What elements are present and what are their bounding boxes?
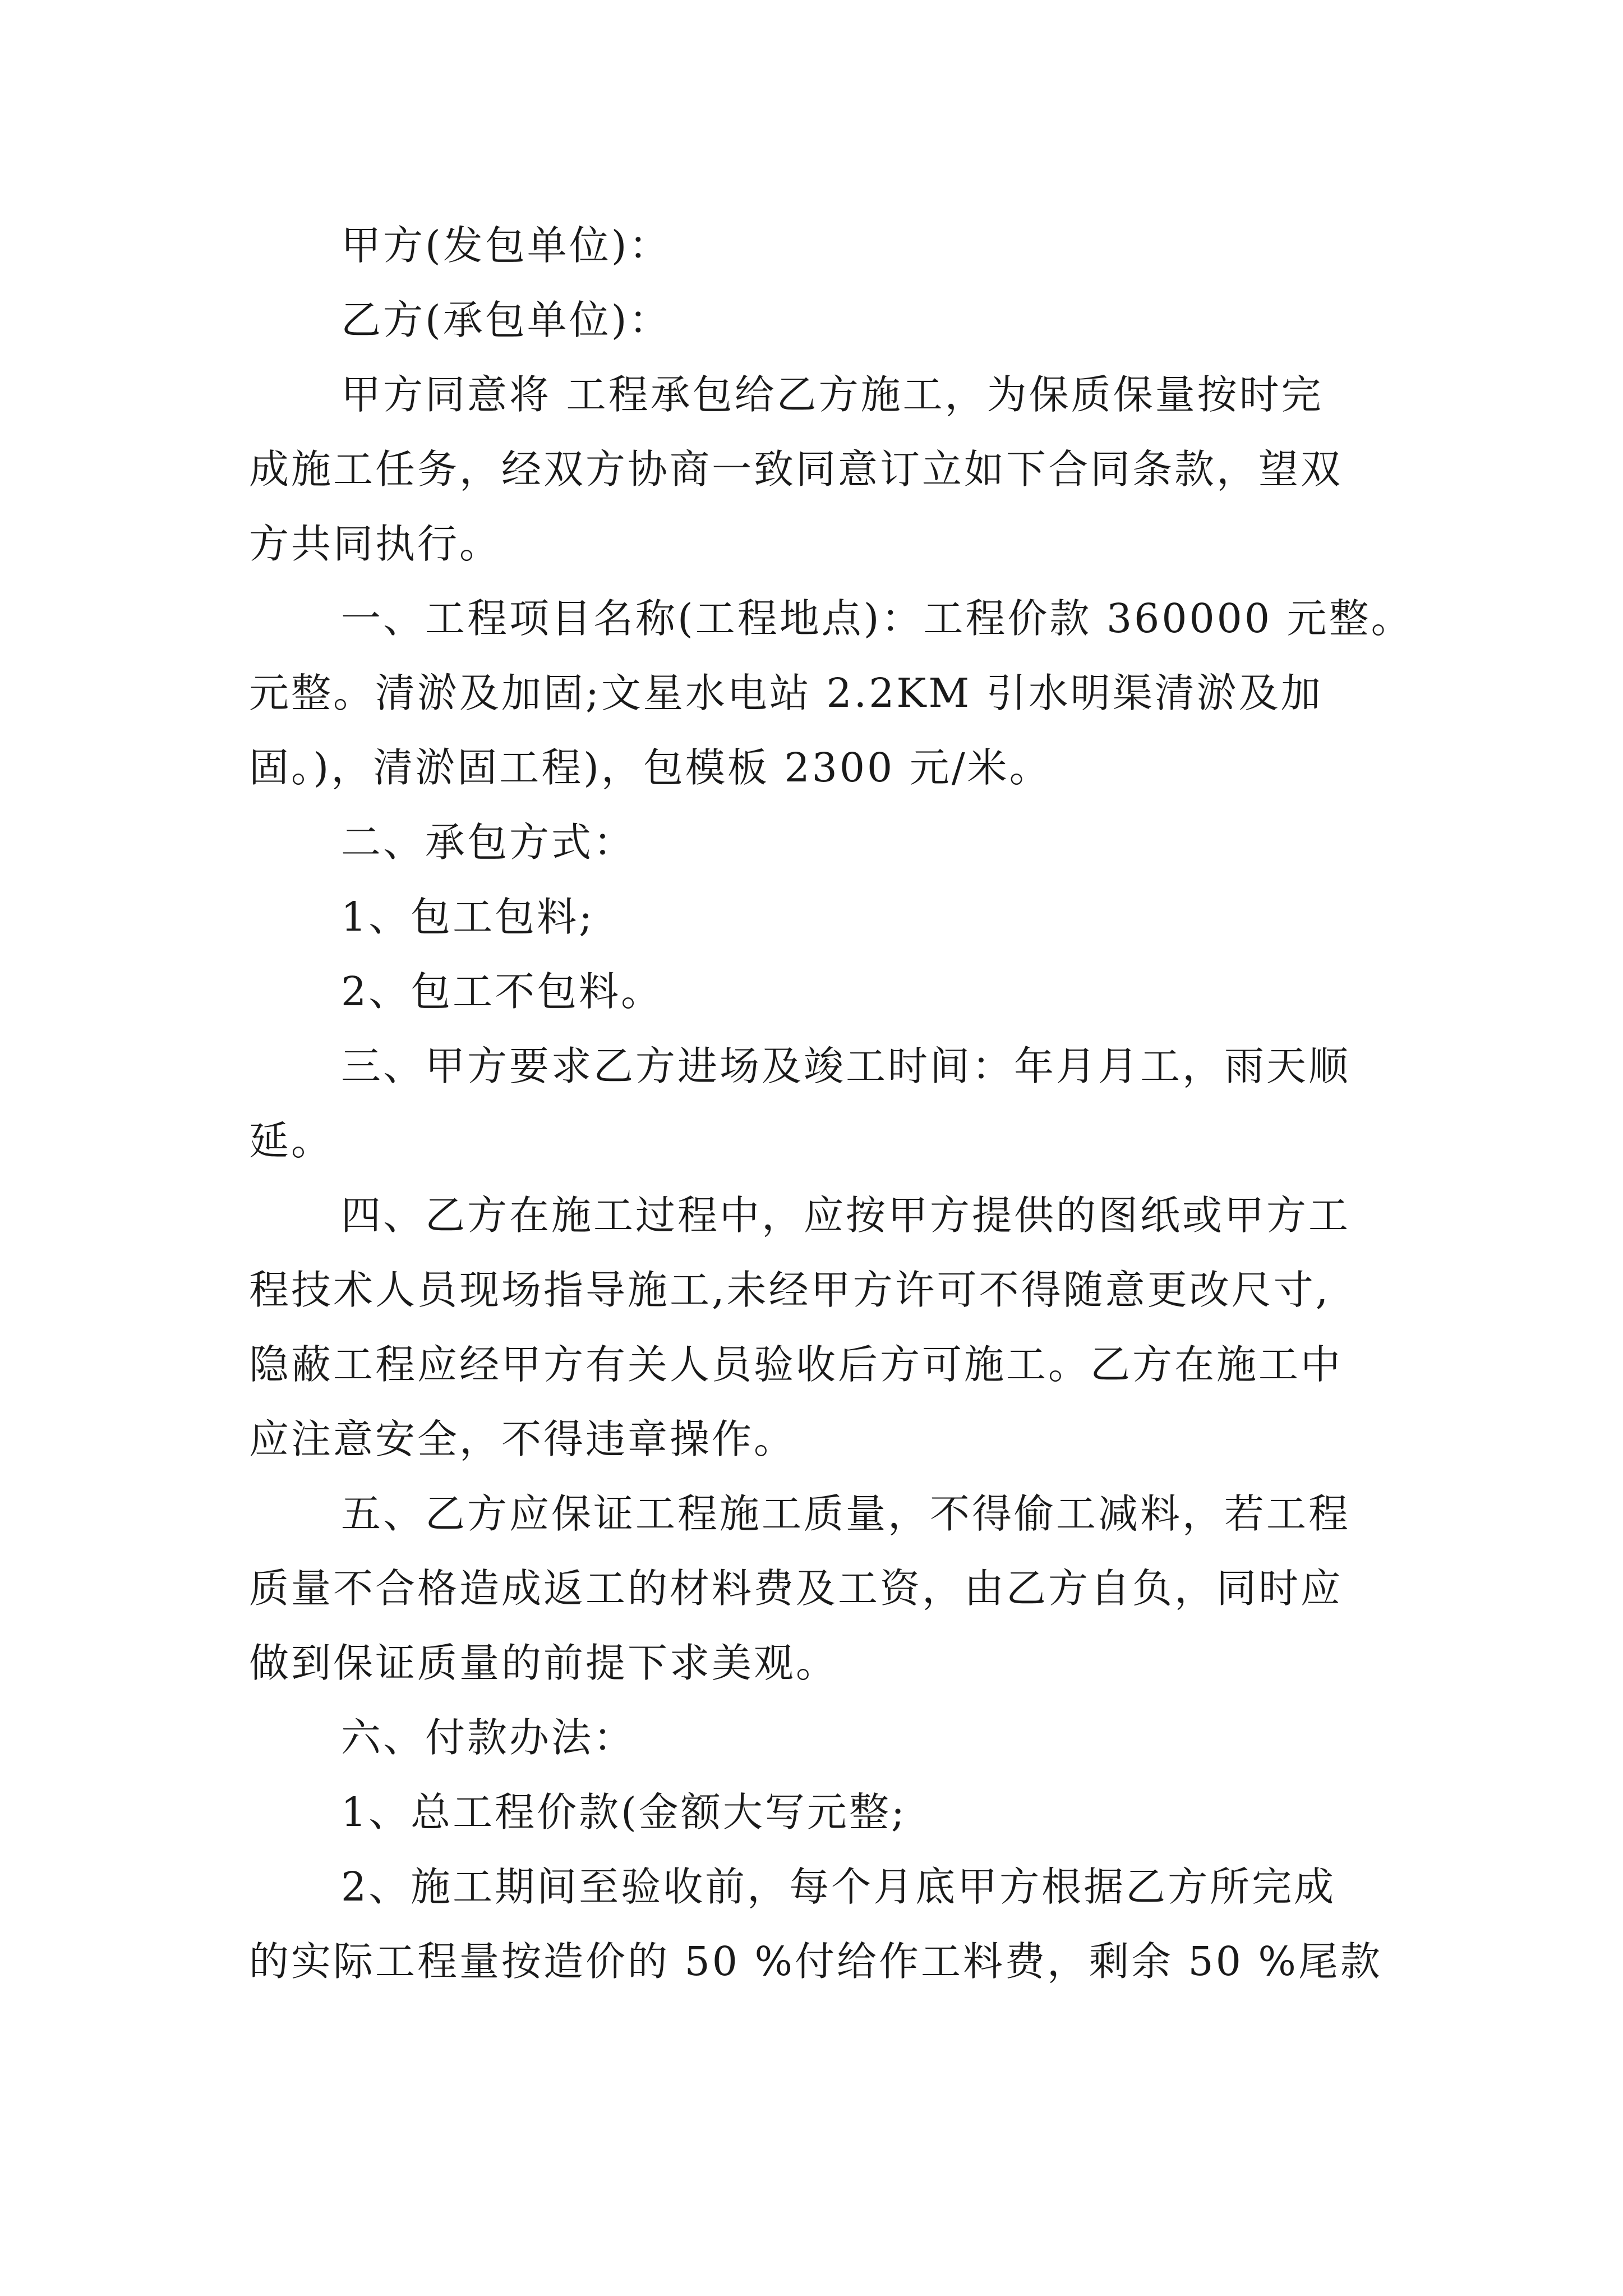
clause-5-line-1: 五、乙方应保证工程施工质量，不得偷工减料，若工程	[341, 1490, 1351, 1537]
intro-paragraph-line-3: 方共同执行。	[249, 521, 502, 567]
clause-3-line-1: 三、甲方要求乙方进场及竣工时间：年月月工，雨天顺	[341, 1043, 1351, 1089]
clause-3-line-2: 延。	[249, 1117, 334, 1164]
clause-4-line-2: 程技术人员现场指导施工,未经甲方许可不得随意更改尺寸,	[249, 1267, 1331, 1313]
clause-6-item-2-line-1: 2、施工期间至验收前，每个月底甲方根据乙方所完成	[341, 1864, 1336, 1910]
clause-1-line-3: 固。)，清淤固工程)，包模板 2300 元/米。	[249, 744, 1052, 791]
clause-6-item-2-line-2: 的实际工程量按造价的 50 %付给作工料费，剩余 50 %尾款	[249, 1938, 1382, 1985]
clause-2-heading: 二、承包方式：	[341, 819, 636, 866]
party-a-line: 甲方(发包单位)：	[341, 222, 671, 269]
clause-5-line-3: 做到保证质量的前提下求美观。	[249, 1640, 838, 1686]
clause-4-line-4: 应注意安全，不得违章操作。	[249, 1416, 796, 1462]
clause-2-item-1: 1、包工包料;	[341, 894, 595, 940]
intro-paragraph-line-2: 成施工任务，经双方协商一致同意订立如下合同条款，望双	[249, 446, 1343, 493]
clause-1-line-1: 一、工程项目名称(工程地点)：工程价款 360000 元整。	[341, 595, 1413, 642]
clause-4-line-3: 隐蔽工程应经甲方有关人员验收后方可施工。乙方在施工中	[249, 1341, 1343, 1388]
clause-6-heading: 六、付款办法：	[341, 1714, 636, 1761]
clause-2-item-2: 2、包工不包料。	[341, 968, 663, 1015]
clause-5-line-2: 质量不合格造成返工的材料费及工资，由乙方自负，同时应	[249, 1565, 1343, 1612]
clause-6-item-1: 1、总工程价款(金额大写元整;	[341, 1789, 907, 1835]
clause-1-line-2: 元整。清淤及加固;文星水电站 2.2KM 引水明渠清淤及加	[249, 670, 1323, 716]
party-b-line: 乙方(承包单位)：	[341, 297, 671, 343]
intro-paragraph-line-1: 甲方同意将 工程承包给乙方施工，为保质保量按时完	[341, 371, 1324, 418]
clause-4-line-1: 四、乙方在施工过程中，应按甲方提供的图纸或甲方工	[341, 1192, 1351, 1239]
